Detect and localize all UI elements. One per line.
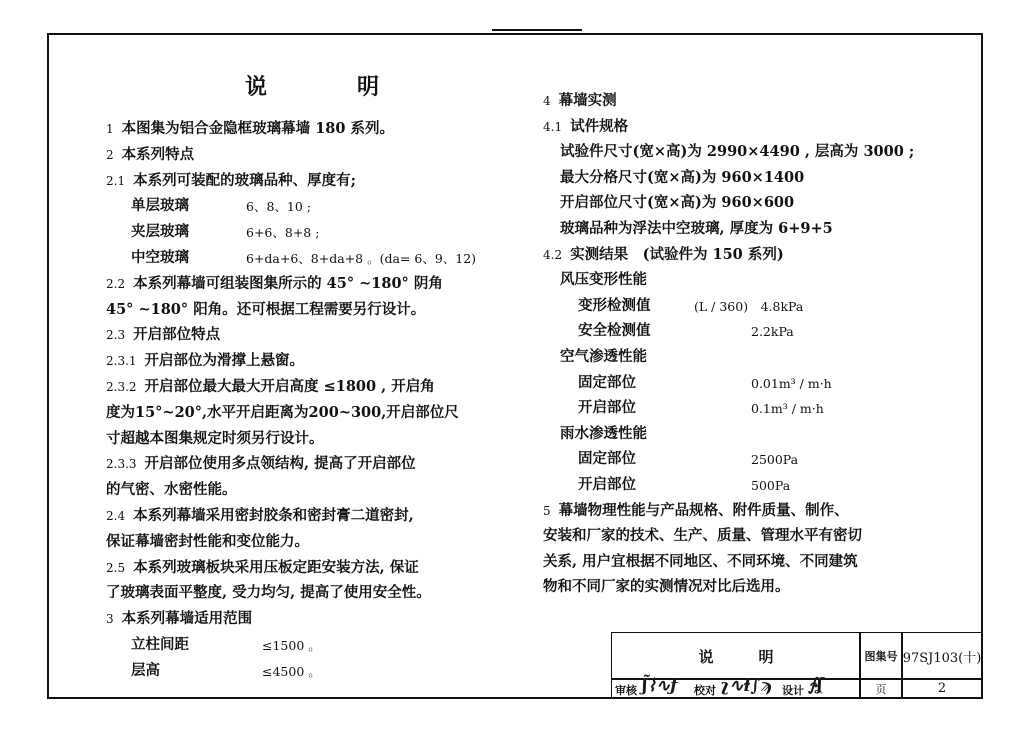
left-column-line (131, 662, 160, 680)
line-text: 本系列幕墙采用密封胶条和密封膏二道密封, (133, 507, 414, 524)
line-text: 风压变形性能 (560, 271, 647, 289)
section-number: 1 (106, 122, 114, 136)
section-number: 3 (106, 612, 114, 627)
left-column-line (106, 378, 435, 396)
line-text: 本系列特点 (121, 145, 195, 163)
line-text: 幕墙物理性能与产品规格、附件质量、制作、 (558, 501, 849, 519)
line-value: 0.1m³ / m·h (751, 401, 824, 417)
left-column-line (106, 172, 356, 190)
left-column-line (106, 584, 431, 602)
left-column-line (106, 481, 237, 499)
check-signature: ʅ∿ɫ∫ϡ (720, 676, 772, 696)
line-text: 45° ~180° 阳角。还可根据工程需要另行设计。 (106, 300, 426, 318)
left-column-line (106, 275, 443, 293)
title-block-name: 说 明 (611, 632, 861, 680)
title-block (611, 632, 983, 699)
line-text: 雨水渗透性能 (560, 424, 647, 442)
line-text: 寸超越本图集规定时须另行设计。 (106, 429, 324, 447)
left-column-line (106, 120, 394, 138)
line-text: 物和不同厂家的实测情况对比后选用。 (543, 578, 790, 596)
section-number: 2.4 (106, 509, 126, 523)
line-text: 最大分格尺寸(宽×高)为 960×1400 (560, 168, 805, 186)
page-number: 2 (901, 678, 983, 699)
page-title: 说 明 (245, 74, 414, 100)
section-number: 2 (106, 147, 114, 162)
line-text: 固定部位 (578, 450, 636, 468)
left-column-line (106, 146, 194, 164)
section-number: 2.1 (106, 173, 126, 188)
right-column-line (560, 220, 833, 238)
line-text: 固定部位 (578, 373, 636, 391)
line-value: 6、8、10 ; (246, 199, 311, 215)
line-text: 夹层玻璃 (131, 223, 189, 241)
right-column-line (543, 92, 617, 110)
line-text: 本系列幕墙可组装图集所示的 45° ~180° 阴角 (133, 274, 443, 292)
line-text: 保证幕墙密封性能和变位能力。 (106, 532, 309, 550)
section-number: 2.3.2 (106, 380, 137, 394)
left-column-line (106, 533, 309, 551)
left-column-line (106, 352, 304, 370)
line-text: 实测结果 (试验件为 150 系列) (570, 245, 784, 263)
right-column-line (578, 297, 651, 315)
line-text: 本系列玻璃板块采用压板定距安装方法, 保证 (133, 558, 419, 576)
right-column-line (543, 578, 790, 596)
left-column-line (106, 455, 416, 473)
line-text: 度为15°~20°,水平开启距离为200~300,开启部位尺 (106, 403, 459, 421)
top-edge-mark (492, 29, 582, 31)
right-column-line (560, 271, 647, 289)
right-column-line (560, 194, 794, 212)
line-text: 开启部位最大最大开启高度 ≤1800 , 开启角 (144, 378, 435, 395)
right-column-line (578, 450, 636, 468)
section-number: 4.1 (543, 119, 563, 134)
line-text: 层高 (131, 661, 160, 679)
left-column-line (106, 301, 425, 319)
line-value: 0.01m³ / m·h (751, 375, 832, 391)
line-text: 立柱间距 (131, 636, 189, 653)
line-text: 开启部位特点 (133, 326, 221, 344)
section-number: 4.2 (543, 247, 563, 262)
section-number: 4 (543, 94, 551, 108)
line-value: 6+da+6、8+da+8 。(da= 6、9、12) (246, 251, 477, 266)
left-column-line (131, 249, 189, 267)
check-label: 校对 (694, 684, 716, 697)
line-text: 中空玻璃 (131, 249, 189, 266)
right-column-line (578, 399, 636, 417)
line-text: 试件规格 (570, 117, 629, 135)
right-column-line (543, 527, 862, 545)
review-label: 审核 (615, 684, 637, 697)
line-text: 开启部位为滑撑上悬窗。 (144, 352, 305, 370)
line-value: 2.2kPa (751, 324, 794, 340)
right-column-line (578, 374, 636, 392)
section-number: 2.5 (106, 560, 126, 575)
line-text: 关系, 用户宜根据不同地区、不同环境、不同建筑 (543, 552, 858, 570)
line-value: 500Pa (751, 478, 791, 493)
line-value: 6+6、8+8 ; (246, 225, 320, 241)
line-text: 试验件尺寸(宽×高)为 2990×4490 , 层高为 3000 ; (560, 143, 915, 161)
right-column-line (560, 348, 647, 366)
right-column-line (578, 322, 651, 340)
left-column-line (131, 197, 189, 215)
left-column-line (106, 404, 459, 422)
right-column-line (543, 553, 858, 571)
right-column-line (543, 502, 849, 520)
right-column-line (543, 246, 784, 264)
section-number: 2.3.1 (106, 354, 137, 369)
line-text: 变形检测值 (578, 296, 651, 314)
left-column-line (106, 610, 252, 628)
line-value: ≤1500 。 (262, 638, 321, 653)
line-text: 的气密、水密性能。 (106, 481, 237, 499)
section-number: 2.3 (106, 328, 126, 343)
line-text: 本系列幕墙适用范围 (121, 610, 253, 628)
line-text: 安装和厂家的技术、生产、质量、管理水平有密切 (543, 527, 862, 545)
line-text: 开启部位 (578, 399, 636, 417)
review-signature: ʃ̃⌇∿ƒ (642, 676, 678, 696)
section-number: 2.2 (106, 276, 126, 291)
line-value: (L / 360) 4.8kPa (694, 298, 804, 314)
line-value: 2500Pa (751, 452, 799, 468)
left-column-line (131, 636, 189, 654)
line-text: 开启部位 (578, 476, 636, 493)
left-column-line (106, 507, 414, 525)
section-number: 2.3.3 (106, 457, 137, 472)
right-column-line (543, 118, 628, 136)
line-value: ≤4500 。 (262, 663, 321, 679)
line-text: 了玻璃表面平整度, 受力均匀, 提高了使用安全性。 (106, 584, 431, 602)
page-label: 页 (859, 678, 903, 699)
atlas-label: 图集号 (859, 632, 903, 680)
design-label: 设计 (782, 684, 804, 697)
atlas-number: 97SJ103(十) (901, 632, 983, 680)
signature-row (611, 675, 861, 699)
line-text: 空气渗透性能 (560, 348, 647, 365)
section-number: 5 (543, 503, 551, 518)
line-text: 开启部位使用多点领结构, 提高了开启部位 (144, 455, 416, 473)
line-text: 开启部位尺寸(宽×高)为 960×600 (560, 194, 795, 212)
line-text: 单层玻璃 (131, 197, 189, 215)
right-column-line (560, 169, 804, 187)
line-text: 幕墙实测 (558, 92, 617, 109)
left-column-line (106, 326, 220, 344)
right-column-line (560, 425, 647, 443)
line-text: 本图集为铝合金隐框玻璃幕墙 180 系列。 (121, 120, 395, 137)
left-column-line (131, 223, 189, 241)
right-column-line (578, 476, 636, 494)
design-signature: ∱ʆ (808, 675, 823, 695)
line-text: 玻璃品种为浮法中空玻璃, 厚度为 6+9+5 (560, 220, 833, 237)
line-text: 安全检测值 (578, 322, 651, 340)
left-column-line (106, 430, 324, 448)
left-column-line (106, 559, 419, 577)
right-column-line (560, 143, 914, 161)
line-text: 本系列可装配的玻璃品种、厚度有; (133, 171, 356, 189)
